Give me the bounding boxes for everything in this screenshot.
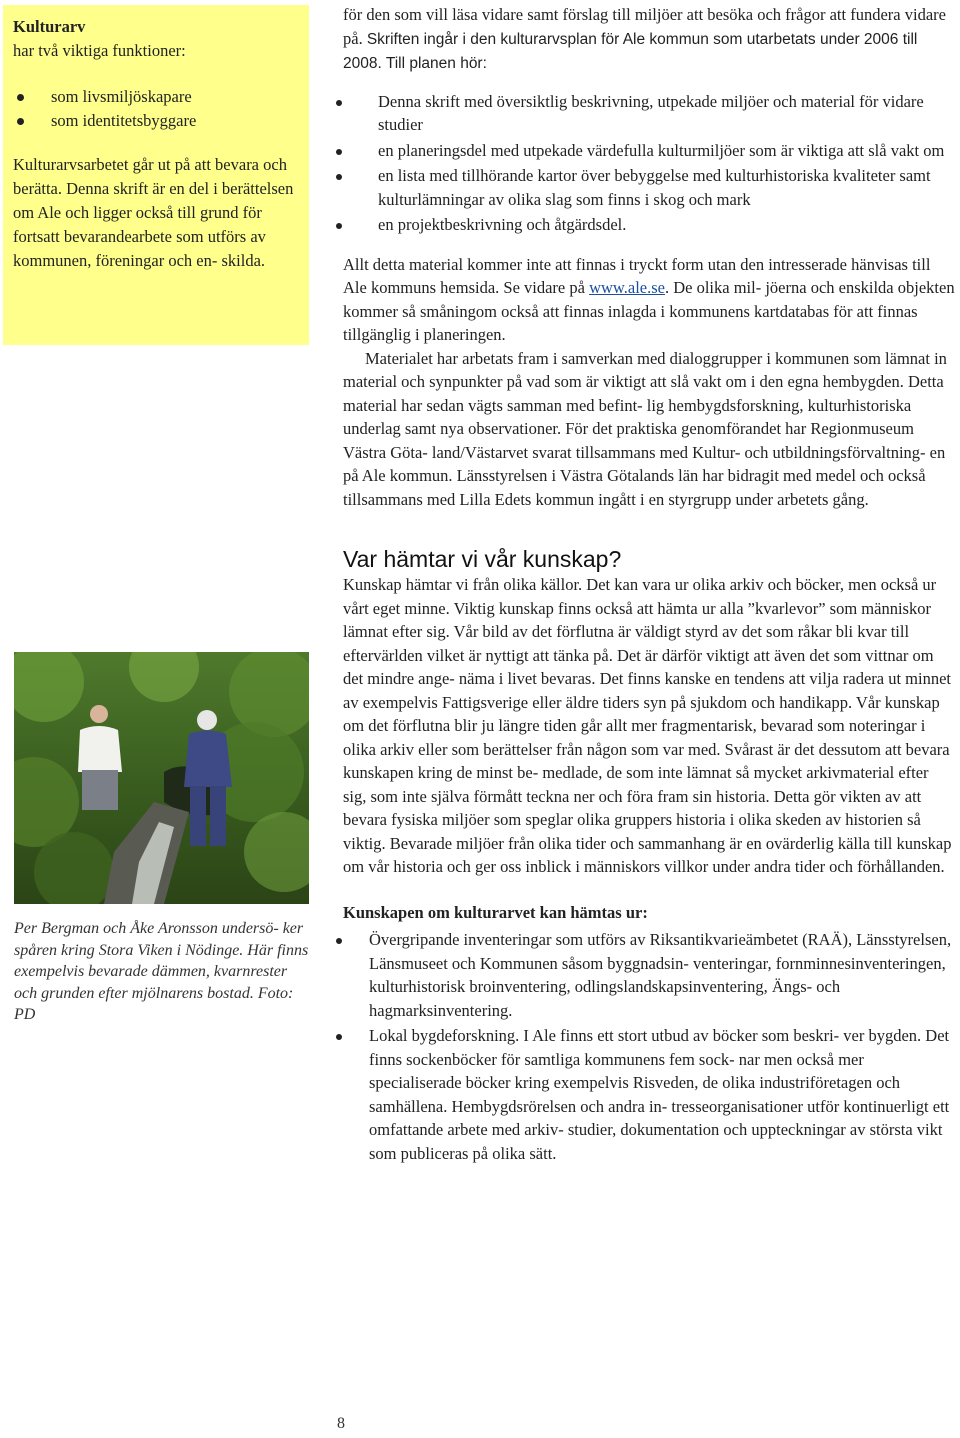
list-item: Denna skrift med översiktlig beskrivning, utpekade miljöer och material för vidare studier: [343, 90, 955, 137]
page-number: 8: [337, 1415, 345, 1432]
list-item: en lista med tillhörande kartor över bebyggelse med kulturhistoriska kvaliteter samt kulturlämningar av olika slag som finns i skog och mark: [343, 164, 955, 211]
intro-serif-text: för den som vill läsa vidare samt förslag till miljöer att besöka och frågor att fundera vidare på.: [343, 5, 946, 48]
plan-list: [343, 90, 955, 237]
box-subtitle: har två viktiga funktioner:: [13, 41, 186, 60]
list-item: en planeringsdel med utpekade värdefulla kulturmiljöer som är viktiga att slå vakt om: [343, 139, 955, 163]
website-link[interactable]: www.ale.se: [589, 278, 665, 297]
list-item: som identitetsbyggare: [13, 109, 297, 133]
box-title: Kulturarv: [13, 17, 86, 36]
list-item: Lokal bygdeforskning. I Ale finns ett stort utbud av böcker som beskri- ver bygden. Det finns sockenböcker för samtliga kommunens fem sock- nar men också mer specialiserade böcker kring exempelvis Risveden, de olika industriföretagen och samhällena. Hembygdsrörelsen och andra in- tresseorganisationer utför kontinuerligt ett omfattande arbete med arkiv- studier, dokumentation och uppteckningar av största vikt som publiceras på olika sätt.: [343, 1024, 955, 1165]
paragraph-text: . De olika mil- jöerna och enskilda objekten kommer så småningom också att finnas inlagda i kommunens kartdatabas för att finnas tillgänglig i planeringen.: [343, 278, 955, 344]
knowledge-paragraph: Kunskap hämtar vi från olika källor. Det kan vara ur olika arkiv och böcker, men också ur vårt eget minne. Viktig kunskap finns också att hämta ur alla ”kvarlevor” som människor lämnat efter sig. Vår bild av det förflutna är väldigt styrd av det som råkar bli kvar till eftervärlden vilket är nyttigt att tänka på. Det är därför viktigt att även det som vittnar om det mindre ange- näma i livet bevaras. Det finns kanske en tendens att vilja radera ut minnet av exempelvis Fattigsverige eller äldre tiders syn på sjukdom och handikapp. Vår kunskap om det förflutna blir ju längre tiden går allt mer fragmentarisk, bevarad som noteringar i olika arkiv eller som berättelser från någon som var med. Svårast är det dessutom att bevara kunskapen kring de minst be- medlade, de som inte lämnat så mycket arkivmaterial efter sig, som inte själva förmått teckna ner och föra fram sin historia. Detta gör vikten av att bevara fysiska miljöer som speglar olika gruppers historia i olika skeden av historien så viktig. Bevarade miljöer från olika tider och sammanhang är en ovärderlig källa till kunskap om vår historia och ger oss inblick i människors villkor under andra tider och förhållanden.: [343, 575, 952, 876]
sources-list: [343, 928, 955, 1165]
box-bullet-list: [13, 85, 297, 133]
main-text-column: [343, 3, 955, 1181]
photo-illustration: [14, 652, 309, 904]
kulturarv-info-box: [3, 5, 309, 345]
list-item: en projektbeskrivning och åtgärdsdel.: [343, 213, 955, 237]
forest-stream-photo: [14, 652, 309, 904]
website-paragraph: [343, 253, 955, 347]
photo-caption: Per Bergman och Åke Aronsson undersö- ker spåren kring Stora Viken i Nödinge. Här finns exempelvis bevarade dämmen, kvarnrester och grunden efter mjölnarens bostad. Foto: PD: [14, 920, 309, 1023]
intro-paragraph: [343, 3, 955, 76]
list-item: Övergripande inventeringar som utförs av Riksantikvarieämbetet (RAÄ), Länsstyrelsen, Länsmuseet och Kommunen såsom byggnadsin- venteringar, fornminnesinventeringen, kulturhistorisk broinventering, odlingslandskapsinventering, Ängs- och hagmarksinventering.: [343, 928, 955, 1022]
intro-sans-text: Skriften ingår i den kulturarvsplan för Ale kommun som utarbetats under 2006 till 2008. Till planen hör:: [343, 30, 918, 72]
list-item: som livsmiljöskapare: [13, 85, 297, 109]
sources-heading: Kunskapen om kulturarvet kan hämtas ur:: [343, 902, 648, 922]
section-heading: Var hämtar vi vår kunskap?: [343, 546, 622, 572]
process-paragraph: Materialet har arbetats fram i samverkan med dialoggrupper i kommunen som lämnat in material och synpunkter på vad som är viktigt att slå vakt om i den egna hembygden. Detta material har sedan vägts samman med befint- lig hembygdsforskning, kulturhistoriska underlag samt nya observationer. För det praktiska genomförandet har Regionmuseum Västra Göta- land/Västarvet svarat tillsammans med Kultur- och utbildningsförvaltning- en på Ale kommun. Länsstyrelsen i Västra Götalands län har bidragit med medel och också tillsammans med Lilla Edets kommun ingått i en styrgrupp under arbetets gång.: [343, 348, 947, 509]
paragraph-text: Allt detta material kommer inte att finnas i tryckt form utan den intresserade hänvisas till Ale kommuns hemsida. Se vidare på: [343, 254, 931, 297]
box-body: Kulturarvsarbetet går ut på att bevara och berätta. Denna skrift är en del i berättelsen om Ale och ligger också till grund för fortsatt bevarandearbete som utförs av kommunen, föreningar och en- skilda.: [13, 155, 294, 270]
